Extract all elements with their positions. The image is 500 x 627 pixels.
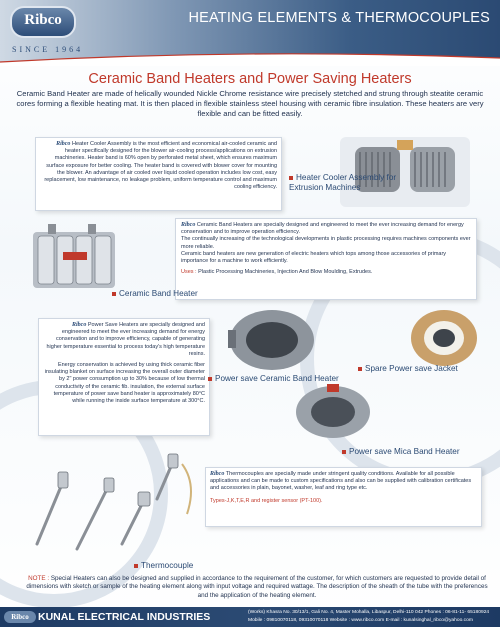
power-save-mica-label-text: Power save Mica Band Heater bbox=[349, 447, 460, 456]
thermocouple-text-block bbox=[210, 471, 477, 505]
header-swoosh bbox=[0, 52, 500, 66]
heater-cooler-panel bbox=[35, 137, 282, 211]
power-save-desc-1: Power Save Heaters are specially designed and engineered to meet the ever increasing demand for energy conservation and to improve efficiency, capable of generating higher temperature essential to process today's high temperature resins. bbox=[46, 322, 205, 357]
header-title: HEATING ELEMENTS & THERMOCOUPLES bbox=[188, 10, 490, 26]
label-bullet bbox=[342, 450, 346, 454]
label-bullet bbox=[289, 176, 293, 180]
power-save-jacket-image bbox=[408, 308, 480, 370]
ceramic-band-label bbox=[112, 289, 198, 298]
ceramic-band-desc-2: The continually increasing of the technological developments in plastic processing requires machines components ever more reliable. bbox=[181, 236, 471, 250]
ceramic-band-desc-3: Ceramic band heaters are new generation of electric heaters which tops among those accessories of primary importance for a machine to work efficiently. bbox=[181, 250, 447, 265]
footer-bar bbox=[0, 607, 500, 627]
footer-phones-web: Mobile : 09810070118, 09310070118 Website : www.ribco.com E-mail : kunalsinghal_ribco@yahoo.com bbox=[248, 617, 473, 623]
note-label: NOTE : bbox=[28, 575, 50, 582]
thermocouple-description: Thermocouples are specially made under stringent quality conditions. Available for all possible applications and can be made to custom specifications and also can be supplied with calibration certificates and accessories in plain, bayonet, washer, leaf and ring type etc. bbox=[210, 471, 472, 492]
uses-text: Plastic Processing Machineries, Injection And Blow Moulding, Extrudes. bbox=[198, 269, 373, 276]
brand-mark: Ribco bbox=[210, 471, 225, 477]
footer-contact bbox=[248, 609, 498, 624]
thermocouple-types: Types-J,K,T,E,R and register sensor (PT-100). bbox=[210, 497, 323, 504]
thermocouple-label bbox=[134, 561, 193, 570]
power-save-mica-heater-image bbox=[292, 382, 374, 442]
company-name: KUNAL ELECTRICAL INDUSTRIES bbox=[38, 611, 211, 623]
thermocouple-label-text: Thermocouple bbox=[141, 561, 194, 570]
ceramic-band-label-text: Ceramic Band Heater bbox=[119, 289, 198, 298]
power-save-band-label-text: Power save Ceramic Band Heater bbox=[215, 374, 339, 383]
ceramic-band-heater-image bbox=[28, 222, 123, 302]
heater-cooler-text-block bbox=[40, 141, 277, 191]
power-save-panel bbox=[38, 318, 210, 436]
power-save-jacket-label-text: Spare Power save Jacket bbox=[365, 364, 458, 373]
header-banner bbox=[0, 0, 500, 62]
brand-mark: Ribco bbox=[181, 222, 196, 228]
power-save-jacket-label bbox=[358, 364, 458, 373]
note-text: Special Heaters can also be designed and supplied in accordance to the requirement of the customer, for which customers are requested to provide detail of dimensions with sketch or sample of the heating element along with input voltage and required wattage. The description of the sheath of the tube with the preferences and the application of the heating element. bbox=[26, 575, 488, 599]
ribco-logo bbox=[10, 6, 76, 38]
logo-text: Ribco bbox=[24, 12, 62, 28]
ceramic-band-desc-1: Ceramic Band Heaters are specially designed and engineered to meet the ever increasing demand for energy conservation and to improve operation efficiency. bbox=[181, 222, 464, 236]
label-bullet bbox=[112, 292, 116, 296]
heater-cooler-description: Heater Cooler Assembly is the most efficient and economical air-cooled ceramic and heater specifically designed for the blower air-cooling process/applications on extrusion machineries. Heater band is 60% open by perforated metal sheet, which ensures maximum surface exposure for better cooling. The heater band is covered with blower cover for mounting the blower. An advantage of air cooled over liquid cooled operation includes low cost, easy replacement, low maintenance, no leakage problem, uniform temperature control and maximum cooling efficiency. bbox=[44, 141, 277, 191]
label-bullet bbox=[134, 564, 138, 568]
label-bullet bbox=[208, 377, 212, 381]
power-save-band-heater-image bbox=[222, 304, 322, 376]
heater-cooler-label-text: Heater Cooler Assembly for Extrusion Machines bbox=[289, 173, 397, 192]
footer-address: (Works) Khasra No. 30/13/1, Gali No. 4, Master Mohalla, Libaspur, Delhi-110 042 Phones : 06-81-11- 65180924 bbox=[248, 610, 490, 615]
power-save-text-block bbox=[43, 322, 205, 405]
ceramic-band-panel bbox=[175, 218, 477, 300]
note-paragraph bbox=[22, 575, 492, 600]
heater-cooler-label bbox=[289, 173, 399, 193]
brand-mark: Ribco bbox=[72, 322, 87, 328]
since-text: SINCE 1964 bbox=[12, 45, 84, 54]
label-bullet bbox=[358, 367, 362, 371]
power-save-mica-label bbox=[342, 447, 460, 456]
ceramic-band-text-block bbox=[181, 222, 471, 276]
intro-paragraph: Ceramic Band Heater are made of helically wounded Nickle Chrome resistance wire precisely stetched and strung through steatite ceramic cores forming a flexible heating mat. It is then placed in flexible stainless steel housing with ceramic fibre insulation. These heaters are very flexible and can be fitted easily. bbox=[16, 89, 484, 118]
footer-logo: Ribco bbox=[4, 611, 36, 623]
heater-cooler-image bbox=[335, 132, 475, 212]
thermocouple-panel bbox=[205, 467, 482, 527]
thermocouple-image bbox=[22, 444, 207, 559]
brand-mark: Ribco bbox=[56, 141, 71, 147]
ceramic-band-uses bbox=[181, 269, 471, 276]
page-title: Ceramic Band Heaters and Power Saving Heaters bbox=[88, 71, 412, 87]
power-save-desc-2: Energy conservation is achieved by using thick ceramic fiber insulating blanket on surface increasing the overall outer diameter by 2" power consumption up to 30% because of low thermal conductivity of the ceramic fib. insulation, the external surface temperature of power save band heater is approximately 80°C while running the inside surface temperature at 300°C. bbox=[44, 362, 205, 405]
uses-label: Uses : bbox=[181, 269, 197, 276]
